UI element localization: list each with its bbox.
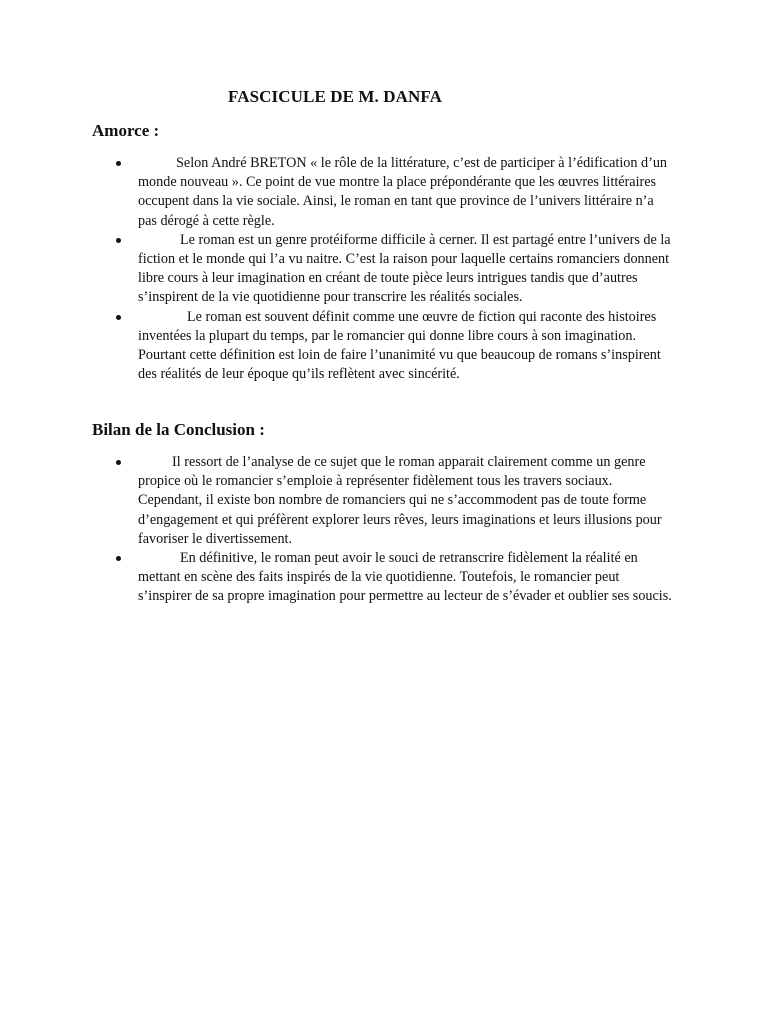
section-heading-amorce: Amorce : (92, 121, 160, 140)
bullet-icon (116, 556, 121, 561)
bullet-icon (116, 460, 121, 465)
paragraph-text: Le roman est un genre protéiforme difficile à cerner. Il est partagé entre l’univers de la fiction et le monde qui l’a vu naitre. C’est la raison pour laquelle certains romanciers donnent libre cours à leur imagination en créant de toute pièce leurs intrigues tandis que d’autres s’inspirent de la vie quotidienne pour transcrire les réalités sociales. (138, 231, 671, 306)
paragraph-text: Il ressort de l’analyse de ce sujet que le roman apparait clairement comme un genre propice où le romancier s’emploie à représenter fidèlement tous les travers sociaux. Cependant, il existe bon nombre de romanciers qui ne s’accommodent pas de toute forme d’engagement et qui préfèrent explorer leurs rêves, leurs imaginations et leurs illusions pour favoriser le divertissement. (138, 454, 662, 547)
paragraph-text: Le roman est souvent définit comme une œuvre de fiction qui raconte des histoires inventées la plupart du temps, par le romancier qui donne libre cours à son imagination. Pourtant cette définition est loin de faire l’unanimité vu que beaucoup de romans s’inspirent des réalités de leur époque qu’ils reflètent avec sincérité. (138, 308, 661, 383)
list-item (0, 308, 680, 385)
list-item (0, 231, 680, 308)
list-item (0, 549, 680, 607)
bullet-icon (116, 238, 121, 243)
list-item (0, 453, 680, 549)
bullet-icon (116, 315, 121, 320)
bullet-list-amorce (0, 154, 680, 384)
paragraph-text: Selon André BRETON « le rôle de la littérature, c’est de participer à l’édification d’un monde nouveau ». Ce point de vue montre la place prépondérante que les œuvres littéraires occupent dans la vie sociale. Ainsi, le roman en tant que province de l’univers littéraire n’a pas dérogé à cette règle. (138, 155, 668, 229)
bullet-list-bilan (0, 453, 680, 607)
paragraph-text: En définitive, le roman peut avoir le souci de retranscrire fidèlement la réalité en mettant en scène des faits inspirés de la vie quotidienne. Toutefois, le romancier peut s’inspirer de sa propre imagination pour permettre au lecteur de s’évader et oublier ses soucis. (138, 550, 672, 605)
section-heading-bilan: Bilan de la Conclusion : (92, 420, 265, 439)
list-item (0, 154, 680, 231)
bullet-icon (116, 161, 121, 166)
document-title: FASCICULE DE M. DANFA (228, 87, 442, 106)
